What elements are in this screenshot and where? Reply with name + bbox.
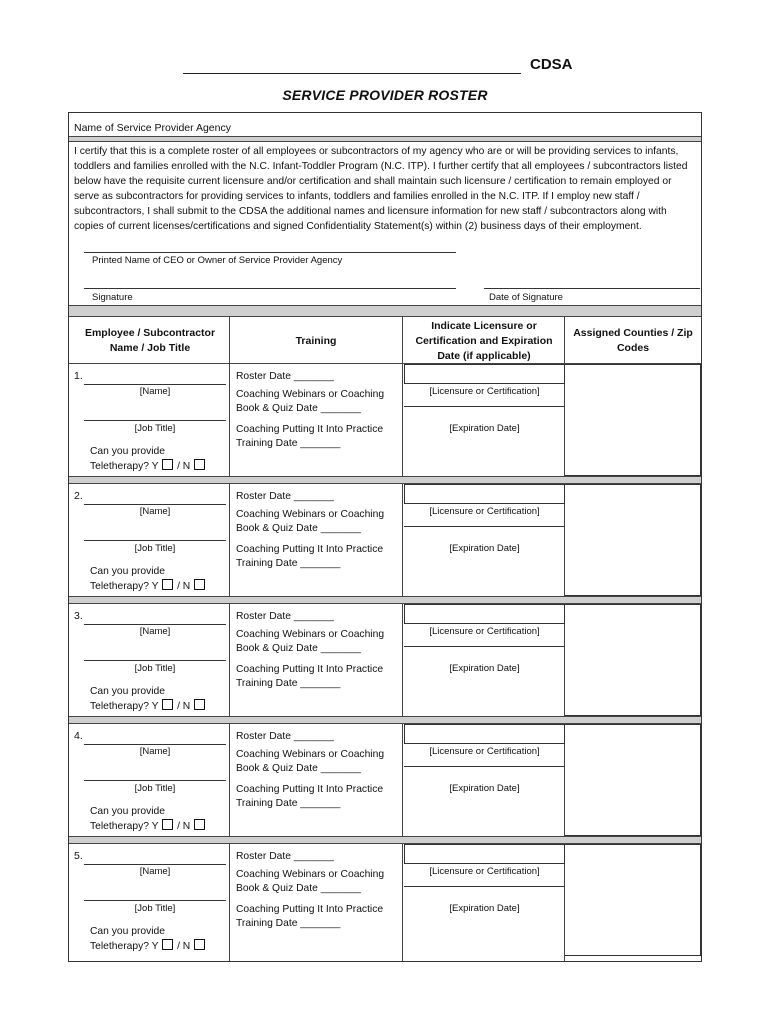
teletherapy-yes-checkbox[interactable] [162,459,173,470]
counties-field[interactable] [565,604,701,716]
name-label: [Name] [139,506,171,517]
expiration-divider [404,886,565,902]
teletherapy-question [90,564,206,594]
page-title: SERVICE PROVIDER ROSTER [282,87,488,103]
column-header-licensure: Indicate Licensure or Certification and Expiration Date (if applicable) [415,320,553,362]
licensure-entry-box[interactable] [404,484,565,504]
teletherapy-separator: / N [177,821,191,832]
roster-date-field[interactable]: Roster Date _______ [236,371,334,382]
teletherapy-line2: Teletherapy? Y [90,581,159,592]
licensure-label: [Licensure or Certification] [429,866,540,877]
teletherapy-yes-checkbox[interactable] [162,699,173,710]
roster-entry [69,364,701,476]
job-title-field[interactable] [84,420,226,421]
roster-date-field[interactable]: Roster Date _______ [236,851,334,862]
teletherapy-question [90,444,206,474]
teletherapy-question [90,804,206,834]
signature-line[interactable] [84,288,456,289]
licensure-label: [Licensure or Certification] [429,506,540,517]
entry-number: 3. [74,610,83,622]
webinars-date-field[interactable]: Book & Quiz Date _______ [236,643,361,654]
job-title-field[interactable] [84,660,226,661]
teletherapy-no-checkbox[interactable] [194,579,205,590]
gray-divider [69,596,701,604]
name-label: [Name] [139,386,171,397]
expiration-divider [404,406,565,422]
expiration-label: [Expiration Date] [449,783,520,794]
licensure-entry-box[interactable] [404,724,565,744]
roster-entry [69,604,701,716]
teletherapy-separator: / N [177,701,191,712]
teletherapy-line1: Can you provide [90,566,165,577]
licensure-entry-box[interactable] [404,364,565,384]
job-title-field[interactable] [84,540,226,541]
teletherapy-no-checkbox[interactable] [194,459,205,470]
webinars-label: Coaching Webinars or Coaching [236,509,385,520]
column-header-employee: Employee / Subcontractor Name / Job Title [84,327,216,354]
gray-divider [69,305,701,317]
name-label: [Name] [139,626,171,637]
webinars-label: Coaching Webinars or Coaching [236,389,385,400]
name-field[interactable] [84,624,226,625]
roster-entry [69,724,701,836]
expiration-label: [Expiration Date] [449,903,520,914]
job-title-field[interactable] [84,900,226,901]
teletherapy-line2: Teletherapy? Y [90,821,159,832]
gray-divider [69,476,701,484]
teletherapy-line1: Can you provide [90,446,165,457]
certification-statement: I certify that this is a complete roster of all employees or subcontractors of my agency who are or will be providing services to infants, toddlers and families enrolled with the N.C. Infant-Toddler Program (N.C. ITP). I further certify that all employees / subcontractors listed below have the requisite current licensure and/or certification and shall maintain such licensure / certification to remain employed or serve as subcontractors for providing services to infants, toddlers and families enrolled in the N.C. ITP. If I employ new staff / subcontractors, I shall submit to the CDSA the additional names and licensure information for new staff / subcontractors along with copies of current licenses/certifications and signed Confidentiality Statement(s) within (2) business days of their employment. [74,146,688,232]
roster-date-field[interactable]: Roster Date _______ [236,731,334,742]
date-signature-label: Date of Signature [489,292,563,303]
teletherapy-yes-checkbox[interactable] [162,939,173,950]
practice-date-field[interactable]: Training Date _______ [236,438,341,449]
teletherapy-no-checkbox[interactable] [194,819,205,830]
licensure-entry-box[interactable] [404,604,565,624]
expiration-divider [404,766,565,782]
teletherapy-line1: Can you provide [90,926,165,937]
roster-entry [69,484,701,596]
expiration-label: [Expiration Date] [449,543,520,554]
job-title-label: [Job Title] [134,663,176,674]
counties-field[interactable] [565,484,701,596]
roster-date-field[interactable]: Roster Date _______ [236,491,334,502]
practice-date-field[interactable]: Training Date _______ [236,918,341,929]
teletherapy-line2: Teletherapy? Y [90,941,159,952]
job-title-label: [Job Title] [134,783,176,794]
job-title-label: [Job Title] [134,423,176,434]
expiration-divider [404,646,565,662]
webinars-date-field[interactable]: Book & Quiz Date _______ [236,523,361,534]
webinars-date-field[interactable]: Book & Quiz Date _______ [236,403,361,414]
agency-name-field[interactable]: Name of Service Provider Agency [74,122,231,134]
webinars-date-field[interactable]: Book & Quiz Date _______ [236,883,361,894]
teletherapy-line2: Teletherapy? Y [90,461,159,472]
webinars-label: Coaching Webinars or Coaching [236,869,385,880]
name-label: [Name] [139,746,171,757]
practice-date-field[interactable]: Training Date _______ [236,798,341,809]
job-title-label: [Job Title] [134,543,176,554]
roster-entry [69,844,701,956]
teletherapy-question [90,684,206,714]
teletherapy-no-checkbox[interactable] [194,699,205,710]
expiration-divider [404,526,565,542]
teletherapy-separator: / N [177,581,191,592]
column-header-counties: Assigned Counties / Zip Codes [573,327,693,354]
licensure-label: [Licensure or Certification] [429,626,540,637]
teletherapy-separator: / N [177,461,191,472]
counties-field[interactable] [565,844,701,956]
licensure-label: [Licensure or Certification] [429,386,540,397]
practice-label: Coaching Putting It Into Practice [236,544,384,555]
teletherapy-no-checkbox[interactable] [194,939,205,950]
header-cdsa: CDSA [530,56,573,73]
teletherapy-line1: Can you provide [90,686,165,697]
teletherapy-yes-checkbox[interactable] [162,579,173,590]
licensure-label: [Licensure or Certification] [429,746,540,757]
teletherapy-question [90,924,206,954]
column-header-training: Training [295,335,337,347]
job-title-label: [Job Title] [134,903,176,914]
webinars-date-field[interactable]: Book & Quiz Date _______ [236,763,361,774]
entry-number: 1. [74,370,83,382]
expiration-label: [Expiration Date] [449,423,520,434]
name-field[interactable] [84,864,226,865]
gray-divider [69,716,701,724]
entry-number: 5. [74,850,83,862]
header-blank-line[interactable] [183,73,521,74]
entry-number: 2. [74,490,83,502]
licensure-entry-box[interactable] [404,844,565,864]
roster-date-field[interactable]: Roster Date _______ [236,611,334,622]
practice-date-field[interactable]: Training Date _______ [236,678,341,689]
name-field[interactable] [84,744,226,745]
webinars-label: Coaching Webinars or Coaching [236,629,385,640]
teletherapy-line1: Can you provide [90,806,165,817]
practice-label: Coaching Putting It Into Practice [236,664,384,675]
counties-field[interactable] [565,724,701,836]
signature-label: Signature [92,292,133,303]
expiration-label: [Expiration Date] [449,663,520,674]
practice-label: Coaching Putting It Into Practice [236,904,384,915]
name-field[interactable] [84,504,226,505]
job-title-field[interactable] [84,780,226,781]
teletherapy-yes-checkbox[interactable] [162,819,173,830]
teletherapy-line2: Teletherapy? Y [90,701,159,712]
practice-label: Coaching Putting It Into Practice [236,424,384,435]
entry-number: 4. [74,730,83,742]
teletherapy-separator: / N [177,941,191,952]
gray-divider [69,836,701,844]
name-label: [Name] [139,866,171,877]
webinars-label: Coaching Webinars or Coaching [236,749,385,760]
counties-field[interactable] [565,364,701,476]
practice-label: Coaching Putting It Into Practice [236,784,384,795]
name-field[interactable] [84,384,226,385]
printed-name-line[interactable] [84,252,456,253]
practice-date-field[interactable]: Training Date _______ [236,558,341,569]
date-signature-line[interactable] [484,288,700,289]
printed-name-label: Printed Name of CEO or Owner of Service Provider Agency [92,255,343,266]
gray-divider [69,136,701,142]
